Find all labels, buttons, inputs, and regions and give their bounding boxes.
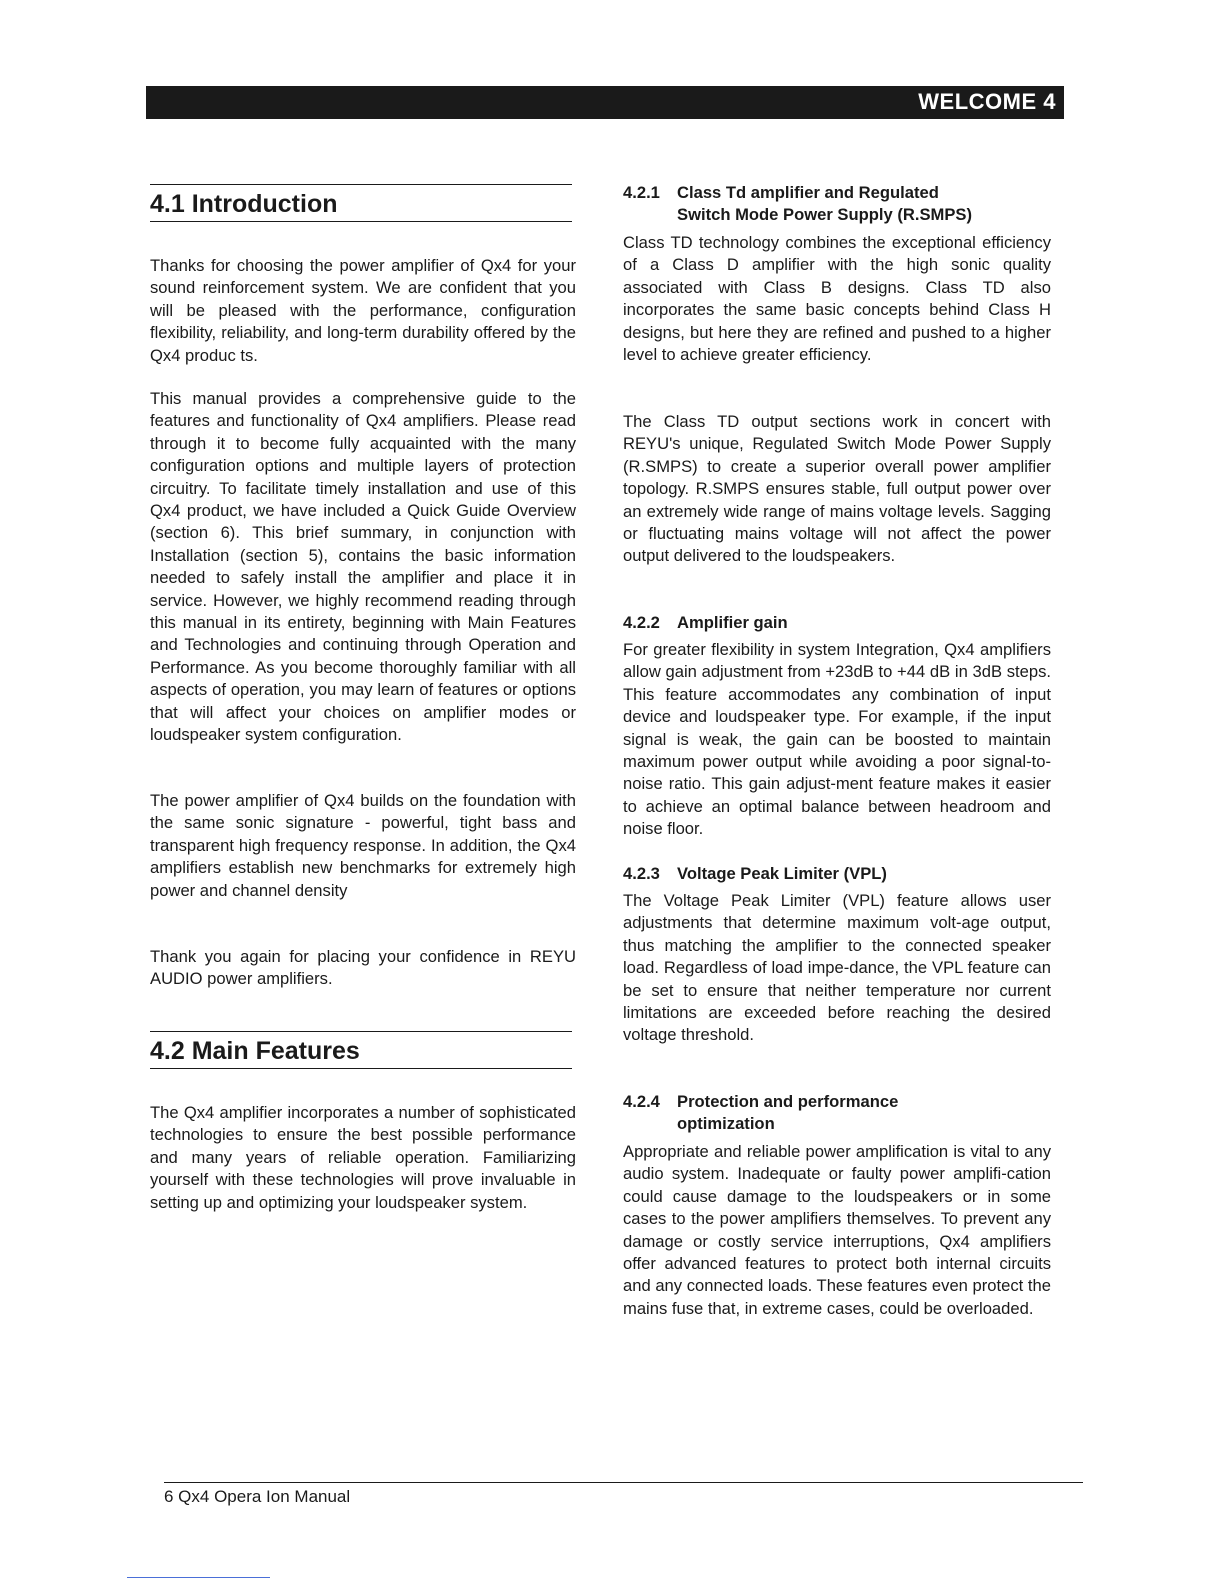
subsection-heading-4-2-1 bbox=[623, 182, 1063, 227]
intro-paragraph-2: This manual provides a comprehensive guide to the features and functionality of Qx4 amplifiers. Please read through it to become fully acquainted with the many configuration options and multiple layers of protection circuitry. To facilitate timely installation and use of this Qx4 product, we have included a Quick Guide Overview (section 6). This brief summary, in conjunction with Installation (section 5), contains the basic information needed to safely install the amplifier and place it in service. However, we highly recommend reading through this manual in its entirety, beginning with Main Features and Technologies and continuing through Operation and Performance. As you become thoroughly familiar with all aspects of operation, you may learn of features or options that will affect your choices on amplifier modes or loudspeaker system configuration. bbox=[150, 389, 576, 745]
page-bottom-link-underline bbox=[127, 1577, 270, 1578]
subsection-title: Amplifier gain bbox=[677, 613, 788, 632]
vpl-paragraph: The Voltage Peak Limiter (VPL) feature allows user adjustments that determine maximum volt-age output, thus matching the amplifier to the connected speaker load. Regardless of load impe-dance, the VPL feature can be set to ensure that neither temperature nor current limitations are exceeded before reaching the desired voltage threshold. bbox=[623, 891, 1051, 1045]
protection-paragraph: Appropriate and reliable power amplification is vital to any audio system. Inadequate or faulty power amplifi-cation could cause damage to the loudspeakers or in some cases to the power amplifiers themselves. To prevent any damage or costly service interruptions, Qx4 amplifiers offer advanced features to protect both internal circuits and any connected loads. These features even protect the mains fuse that, in extreme cases, could be overloaded. bbox=[623, 1142, 1051, 1318]
intro-paragraph-3: The power amplifier of Qx4 builds on the foundation with the same sonic signature - powerful, tight bass and transparent high frequency response. In addition, the Qx4 amplifiers establish new benchmarks for extremely high power and channel density bbox=[150, 791, 576, 900]
subsection-number: 4.2.3 bbox=[623, 864, 660, 883]
section-heading-main-features bbox=[150, 1031, 572, 1069]
section-title: 4.2 Main Features bbox=[150, 1037, 360, 1065]
intro-paragraph-4: Thank you again for placing your confidence in REYU AUDIO power amplifiers. bbox=[150, 947, 576, 989]
page-section-title: WELCOME 4 bbox=[918, 89, 1056, 114]
subsection-title: Voltage Peak Limiter (VPL) bbox=[677, 864, 887, 883]
subsection-title-line-1: Class Td amplifier and Regulated bbox=[677, 183, 939, 202]
header-bar bbox=[146, 86, 1064, 119]
footer-page-label: 6 Qx4 Opera Ion Manual bbox=[164, 1487, 351, 1506]
section-heading-introduction bbox=[150, 184, 572, 222]
subsection-number: 4.2.2 bbox=[623, 613, 660, 632]
amplifier-gain-paragraph: For greater flexibility in system Integration, Qx4 amplifiers allow gain adjustment from +23dB to +44 dB in 3dB steps. This feature accommodates any combination of input device and loudspeaker type. For example, if the input signal is weak, the gain can be boosted to maintain maximum power output while avoiding a poor signal-to-noise ratio. This gain adjust-ment feature makes it easier to achieve an optimal balance between headroom and noise floor. bbox=[623, 640, 1051, 839]
intro-paragraph-1: Thanks for choosing the power amplifier of Qx4 for your sound reinforcement system. We are confident that you will be pleased with the performance, configuration flexibility, reliability, and long-term durability offered by the Qx4 produc ts. bbox=[150, 256, 576, 365]
class-td-paragraph-2: The Class TD output sections work in concert with REYU's unique, Regulated Switch Mode Power Supply (R.SMPS) to create a superior overall power amplifier topology. R.SMPS ensures stable, full output power over an extremely wide range of mains voltage levels. Sagging or fluctuating mains voltage will not affect the power output delivered to the loudspeakers. bbox=[623, 412, 1051, 566]
subsection-heading-4-2-2 bbox=[623, 612, 1063, 634]
subsection-heading-4-2-3 bbox=[623, 863, 1063, 885]
main-features-paragraph: The Qx4 amplifier incorporates a number of sophisticated technologies to ensure the best possible performance and many years of reliable operation. Familiarizing yourself with these technologies will prove invaluable in setting up and optimizing your loudspeaker system. bbox=[150, 1103, 576, 1212]
subsection-title-line-2: optimization bbox=[677, 1114, 775, 1134]
class-td-paragraph-1: Class TD technology combines the exceptional efficiency of a Class D amplifier with the high sonic quality associated with Class B designs. Class TD also incorporates the same basic concepts behind Class H designs, but here they are refined and pushed to a higher level to achieve greater efficiency. bbox=[623, 233, 1051, 365]
subsection-number: 4.2.4 bbox=[623, 1092, 660, 1111]
subsection-heading-4-2-4 bbox=[623, 1091, 1063, 1136]
subsection-title-line-2: Switch Mode Power Supply (R.SMPS) bbox=[677, 205, 973, 225]
footer-rule bbox=[164, 1482, 1083, 1483]
subsection-title-line-1: Protection and performance bbox=[677, 1092, 899, 1111]
subsection-number: 4.2.1 bbox=[623, 183, 660, 202]
section-title: 4.1 Introduction bbox=[150, 190, 338, 218]
